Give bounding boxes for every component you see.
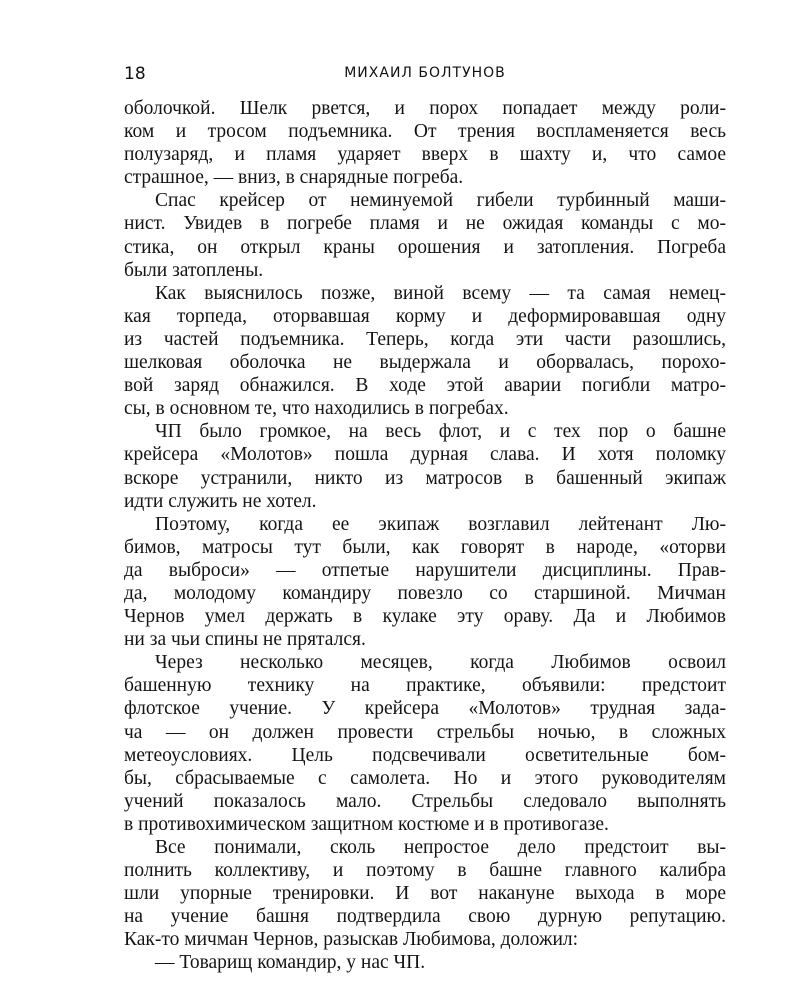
page-number: 18 bbox=[124, 64, 146, 84]
running-head-author: МИХАИЛ БОЛТУНОВ bbox=[344, 65, 506, 81]
text-line: да, молодому командиру повезло со старшиной. Мичман bbox=[124, 582, 726, 604]
text-line: ча — он должен провести стрельбы ночью, в сложных bbox=[124, 721, 726, 743]
text-line: Поэтому, когда ее экипаж возглавил лейтенант Лю- bbox=[155, 513, 726, 535]
text-line: ком и тросом подъемника. От трения воспламеняется весь bbox=[124, 121, 726, 143]
text-line: Как выяснилось позже, виной всему — та самая немец- bbox=[155, 282, 726, 304]
text-line: Чернов умел держать в кулаке эту ораву. Да и Любимов bbox=[124, 606, 726, 628]
text-line: были затоплены. bbox=[124, 259, 264, 281]
text-line: бимов, матросы тут были, как говорят в народе, «оторви bbox=[124, 536, 726, 558]
text-line: ни за чьи спины не прятался. bbox=[124, 629, 366, 651]
text-line: кая торпеда, оторвавшая корму и деформировавшая одну bbox=[124, 305, 726, 327]
text-line: башенную технику на практике, объявили: предстоит bbox=[124, 675, 726, 697]
text-line: флотское учение. У крейсера «Молотов» трудная зада- bbox=[124, 698, 726, 720]
text-line: учений показалось мало. Стрельбы следовало выполнять bbox=[124, 790, 726, 812]
text-line: Как-то мичман Чернов, разыскав Любимова, доложил: bbox=[124, 929, 579, 951]
text-line: да выброси» — отпетые нарушители дисциплины. Прав- bbox=[124, 559, 726, 581]
text-line: вскоре устранили, никто из матросов в башенный экипаж bbox=[124, 467, 726, 489]
text-line: вой заряд обнажился. В ходе этой аварии погибли матро- bbox=[124, 375, 726, 397]
text-line: шли упорные тренировки. И вот накануне выхода в море bbox=[124, 883, 726, 905]
text-line: Спас крейсер от неминуемой гибели турбинный маши- bbox=[155, 190, 726, 212]
text-line: метеоусловиях. Цель подсвечивали осветительные бом- bbox=[124, 744, 726, 766]
text-line: — Товарищ командир, у нас ЧП. bbox=[155, 952, 426, 974]
text-line: на учение башня подтвердила свою дурную репутацию. bbox=[124, 906, 726, 928]
text-line: шелковая оболочка не выдержала и оборвалась, порохо- bbox=[124, 352, 726, 374]
page-header bbox=[124, 64, 726, 86]
text-line: Все понимали, сколь непростое дело предстоит вы- bbox=[155, 837, 726, 858]
text-line: идти служить не хотел. bbox=[124, 490, 317, 512]
text-line: ЧП было громкое, на весь флот, и с тех пор о башне bbox=[155, 421, 726, 443]
text-line: Через несколько месяцев, когда Любимов освоил bbox=[155, 652, 726, 674]
text-line: стика, он открыл краны орошения и затопления. Погреба bbox=[124, 236, 726, 258]
text-line: оболочкой. Шелк рвется, и порох попадает между роли- bbox=[124, 98, 726, 119]
text-line: в противохимическом защитном костюме и в противогазе. bbox=[124, 813, 609, 835]
text-line: нист. Увидев в погребе пламя и не ожидая команды с мо- bbox=[124, 213, 726, 235]
text-line: сы, в основном те, что находились в погребах. bbox=[124, 398, 509, 420]
text-line: крейсера «Молотов» пошла дурная слава. И хотя поломку bbox=[124, 444, 726, 466]
text-line: полузаряд, и пламя ударяет вверх в шахту и, что самое bbox=[124, 144, 726, 166]
body-text bbox=[124, 97, 726, 975]
text-line: из частей подъемника. Теперь, когда эти части разошлись, bbox=[124, 328, 726, 350]
text-line: полнить коллективу, и поэтому в башне главного калибра bbox=[124, 860, 726, 882]
text-line: страшное, — вниз, в снарядные погреба. bbox=[124, 167, 464, 189]
text-line: бы, сбрасываемые с самолета. Но и этого руководителям bbox=[124, 767, 726, 789]
